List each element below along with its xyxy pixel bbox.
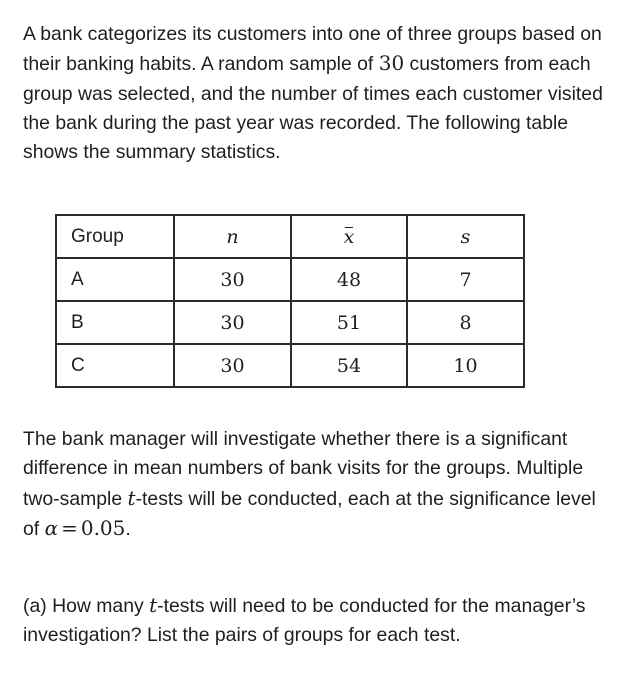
equals-sign: =	[61, 515, 78, 540]
table-row	[56, 344, 524, 387]
sd-cell: 7	[407, 258, 524, 301]
group-cell: B	[56, 301, 174, 344]
investigation-text-end: .	[125, 517, 131, 540]
table-row	[56, 258, 524, 301]
table-row	[56, 301, 524, 344]
n-cell: 30	[174, 301, 291, 344]
sd-cell: 10	[407, 344, 524, 387]
investigation-text-middle: -tests will be conducted, each at the significance level of	[23, 487, 596, 540]
intro-text-end: customers from each group was selected, and the number of times each customer visited the bank during the past year was recorded. The following table shows the summary statistics.	[23, 53, 603, 164]
table-header-row	[56, 215, 524, 258]
mean-cell: 51	[291, 301, 407, 344]
alpha-symbol: α	[44, 515, 59, 540]
investigation-paragraph	[23, 425, 603, 544]
t-symbol: t	[127, 485, 136, 510]
header-xbar	[291, 215, 407, 258]
question-a-text-start: (a) How many	[23, 595, 150, 617]
sd-cell: 8	[407, 301, 524, 344]
alpha-value: 0.05	[80, 515, 126, 540]
xbar-symbol: x	[343, 225, 355, 248]
intro-paragraph	[23, 20, 603, 167]
question-a-text-end: -tests will need to be conducted for the manager’s investigation? List the pairs of groups for each test.	[23, 595, 586, 647]
group-cell: C	[56, 344, 174, 387]
mean-cell: 54	[291, 344, 407, 387]
investigation-text-start: The bank manager will investigate whether there is a significant difference in mean numbers of bank visits for the groups. Multiple two-sample	[23, 428, 584, 510]
header-group: Group	[56, 215, 174, 258]
mean-cell: 48	[291, 258, 407, 301]
t-symbol: t	[149, 593, 158, 617]
group-cell: A	[56, 258, 174, 301]
header-s: s	[407, 215, 524, 258]
summary-statistics-table	[55, 214, 525, 388]
intro-text-start: A bank categorizes its customers into one of three groups based on their banking habits. A random sample of	[23, 23, 602, 76]
n-cell: 30	[174, 344, 291, 387]
header-n: n	[174, 215, 291, 258]
n-cell: 30	[174, 258, 291, 301]
question-a-paragraph	[23, 591, 603, 651]
sample-size-value: 30	[378, 51, 405, 76]
